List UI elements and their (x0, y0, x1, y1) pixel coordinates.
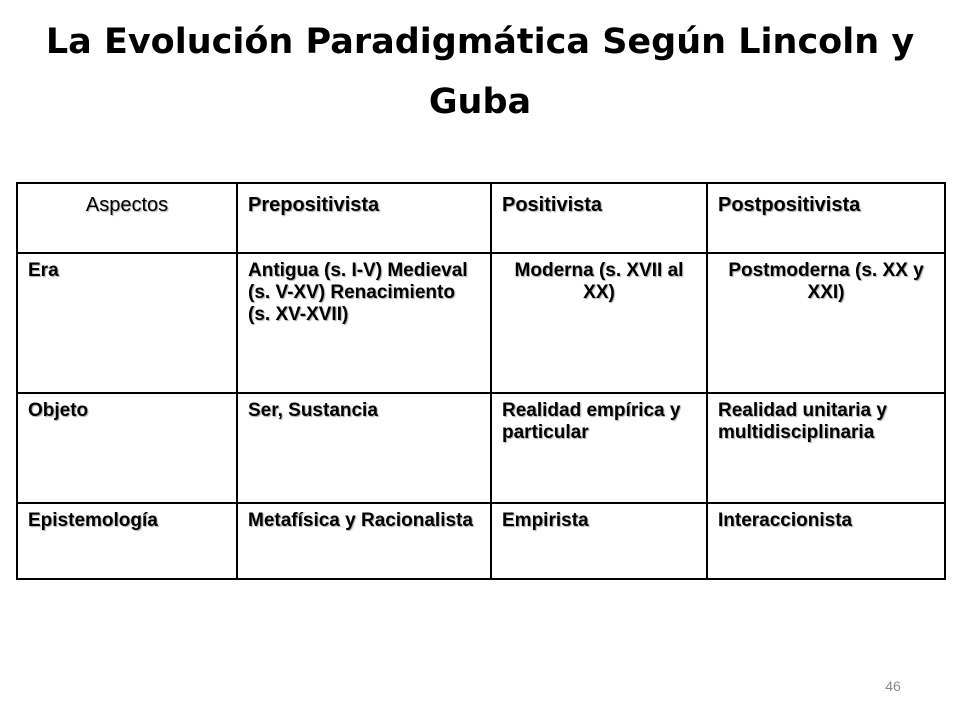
page-number: 46 (885, 678, 901, 694)
cell-prepositivista: Ser, Sustancia (237, 393, 491, 503)
cell-postpositivista: Realidad unitaria y multidisciplinaria (707, 393, 945, 503)
cell-aspect: Objeto (17, 393, 237, 503)
cell-positivista: Empirista (491, 503, 707, 579)
cell-postpositivista: Interaccionista (707, 503, 945, 579)
cell-postpositivista: Postmoderna (s. XX y XXI) (707, 253, 945, 393)
header-positivista: Positivista (491, 183, 707, 253)
table-row (17, 503, 945, 579)
cell-aspect: Epistemología (17, 503, 237, 579)
cell-prepositivista: Antigua (s. I-V) Medieval (s. V-XV) Renacimiento (s. XV-XVII) (237, 253, 491, 393)
cell-positivista: Moderna (s. XVII al XX) (491, 253, 707, 393)
cell-positivista: Realidad empírica y particular (491, 393, 707, 503)
header-aspectos: Aspectos (17, 183, 237, 253)
paradigm-table (16, 182, 946, 580)
header-postpositivista: Postpositivista (707, 183, 945, 253)
table-header-row (17, 183, 945, 253)
slide-title: La Evolución Paradigmática Según Lincoln y Guba (45, 22, 915, 122)
table-row (17, 253, 945, 393)
table-row (17, 393, 945, 503)
cell-prepositivista: Metafísica y Racionalista (237, 503, 491, 579)
cell-aspect: Era (17, 253, 237, 393)
header-prepositivista: Prepositivista (237, 183, 491, 253)
